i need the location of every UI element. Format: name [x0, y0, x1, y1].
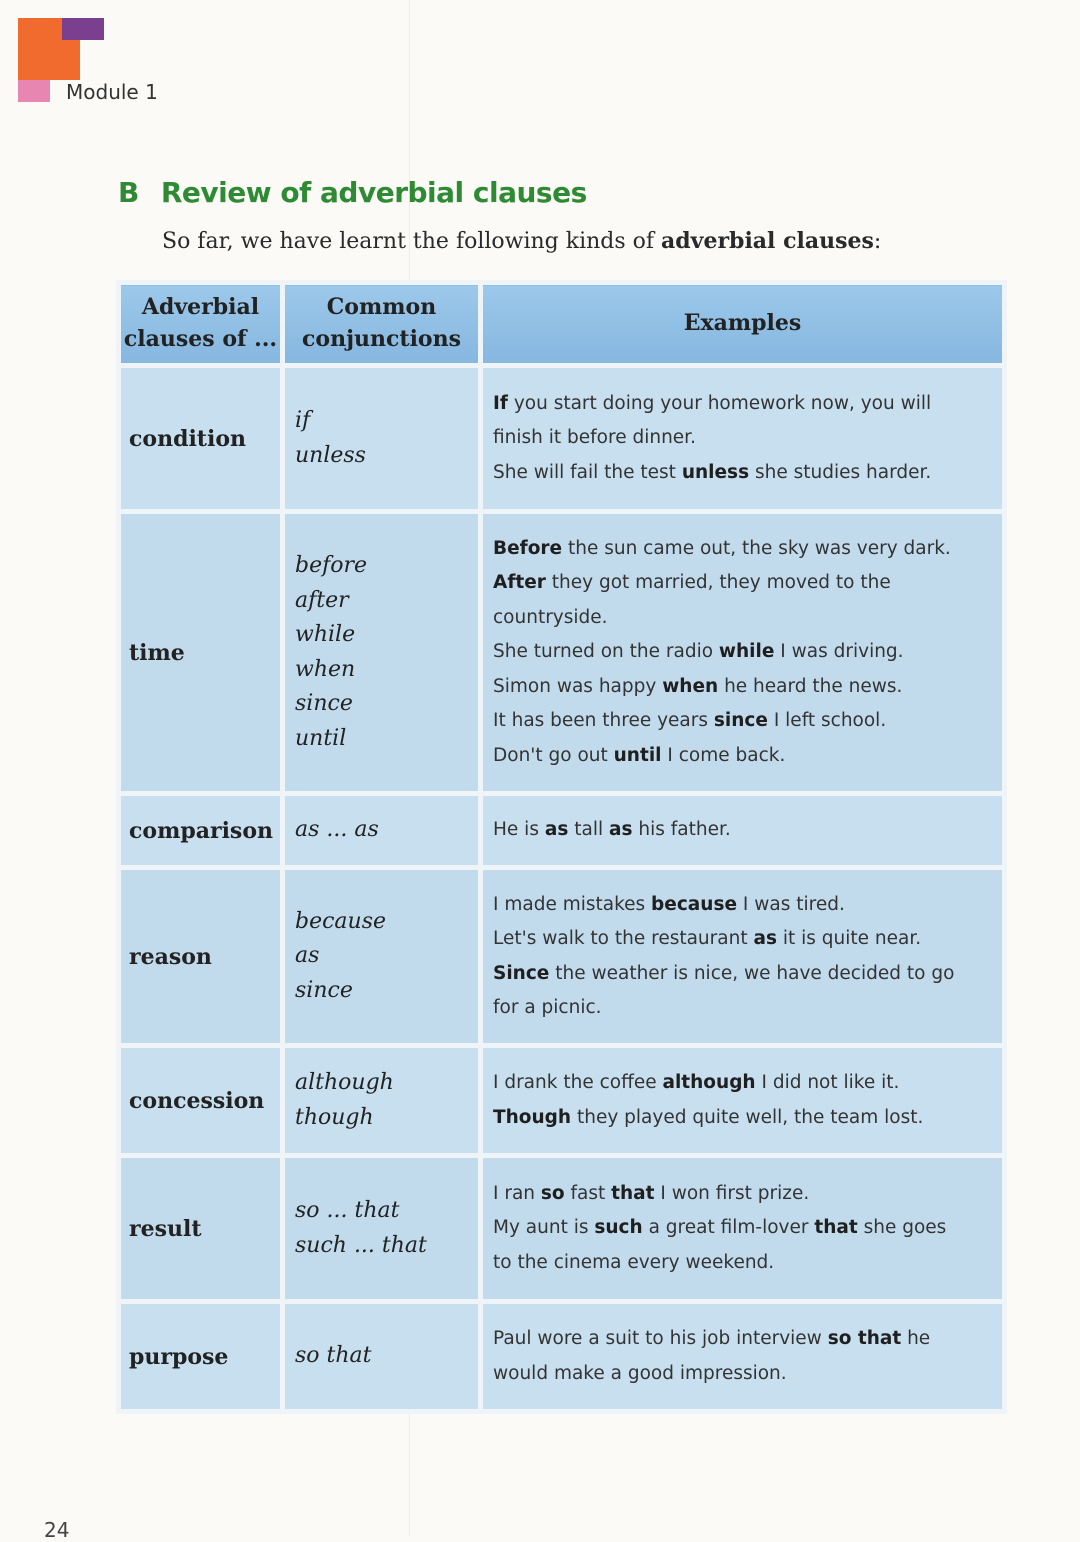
conjunction-highlight: such [594, 1217, 643, 1239]
page-number: 24 [44, 1518, 70, 1542]
table-body [119, 366, 1005, 1412]
example-line [493, 1177, 994, 1212]
table-row [119, 512, 1005, 794]
example-line [493, 532, 994, 567]
example-text: they got married, they moved to the [545, 572, 891, 594]
conjunction-highlight: since [713, 710, 768, 732]
conjunction-highlight: that [611, 1182, 655, 1204]
header-conjunctions-line2: conjunctions [302, 326, 461, 352]
example-text: I won first prize. [654, 1182, 810, 1204]
examples-cell [481, 868, 1005, 1046]
clause-type-cell: condition [119, 366, 283, 512]
conjunction-highlight: while [718, 641, 775, 663]
example-line [493, 922, 994, 957]
conjunction: so that [295, 1343, 372, 1369]
conjunctions-cell [283, 512, 481, 794]
conjunction: before [295, 553, 368, 578]
example-text: fast [564, 1182, 612, 1204]
adverbial-clauses-table [116, 280, 1007, 1414]
example-line [493, 888, 994, 923]
example-text: tall [568, 819, 609, 841]
conjunction: although [295, 1070, 394, 1095]
example-text: to the cinema every weekend. [493, 1251, 775, 1273]
conjunction: since [295, 691, 353, 716]
example-line [493, 670, 994, 705]
examples-cell [481, 1046, 1005, 1156]
table-header-row [119, 283, 1005, 366]
example-line [493, 991, 994, 1026]
example-text: the weather is nice, we have decided to go [549, 962, 955, 984]
example-line [493, 739, 994, 774]
section-letter: B [118, 176, 139, 209]
conjunction: so ... that [295, 1198, 400, 1223]
example-line [493, 957, 994, 992]
conjunction: when [295, 656, 356, 682]
example-line [493, 387, 994, 422]
module-label: Module 1 [66, 80, 158, 104]
example-line [493, 421, 994, 456]
conjunction-highlight: although [662, 1072, 756, 1093]
conjunction: until [295, 725, 347, 751]
conjunctions-cell [283, 794, 481, 868]
clause-type-cell: reason [119, 868, 283, 1046]
conjunction: after [295, 587, 349, 613]
conjunction: as ... as [295, 817, 379, 843]
conjunctions-cell [283, 1302, 481, 1412]
example-text: she studies harder. [749, 461, 932, 483]
example-text: I drank the coffee [493, 1072, 663, 1093]
example-text: countryside. [493, 606, 608, 628]
example-line [493, 813, 994, 848]
header-conjunctions [283, 283, 481, 366]
table-row [119, 1302, 1005, 1412]
example-text: would make a good impression. [493, 1362, 787, 1384]
conjunction-highlight: until [613, 744, 662, 766]
conjunction: while [295, 622, 356, 647]
intro-colon: : [873, 229, 882, 254]
conjunction-highlight: Before [493, 537, 563, 559]
example-text: finish it before dinner. [493, 427, 696, 449]
clause-type-cell: comparison [119, 794, 283, 868]
example-text: he heard the news. [718, 675, 903, 697]
example-text: I left school. [767, 710, 887, 732]
example-line [493, 601, 994, 636]
corner-pink-square [18, 80, 50, 102]
conjunction: since [295, 977, 353, 1003]
intro-bold-term: adverbial clauses [661, 228, 874, 254]
conjunctions-cell [283, 868, 481, 1046]
table-row [119, 1156, 1005, 1302]
conjunction: unless [295, 442, 366, 468]
intro-paragraph [162, 228, 881, 254]
conjunction-highlight: so that [827, 1328, 902, 1349]
conjunctions-cell [283, 366, 481, 512]
table-row [119, 794, 1005, 868]
example-text: She turned on the radio [493, 641, 719, 663]
conjunctions-cell [283, 1046, 481, 1156]
conjunction: as [295, 943, 320, 969]
example-text: I ran [493, 1182, 541, 1204]
example-line [493, 456, 994, 491]
example-line [493, 635, 994, 670]
conjunctions-cell [283, 1156, 481, 1302]
clause-type-cell: concession [119, 1046, 283, 1156]
example-text: his father. [632, 819, 731, 841]
example-text: you start doing your homework now, you will [507, 392, 932, 414]
example-text: She will fail the test [493, 461, 682, 483]
example-text: He is [493, 819, 545, 841]
example-line [493, 1101, 994, 1136]
conjunction: though [295, 1104, 374, 1130]
examples-cell [481, 1302, 1005, 1412]
header-examples: Examples [481, 283, 1005, 366]
example-text: I was tired. [737, 893, 845, 915]
example-line [493, 566, 994, 601]
example-text: he [901, 1328, 931, 1349]
conjunction-highlight: Since [493, 962, 550, 984]
table-row [119, 868, 1005, 1046]
conjunction: such ... that [295, 1232, 427, 1258]
example-text: It has been three years [493, 710, 714, 732]
clause-type-cell: result [119, 1156, 283, 1302]
conjunction: because [295, 908, 387, 934]
example-text: I made mistakes [493, 893, 652, 915]
example-line [493, 1211, 994, 1246]
example-text: Paul wore a suit to his job interview [493, 1328, 828, 1349]
section-title [118, 176, 587, 209]
conjunction-highlight: as [753, 928, 777, 949]
examples-cell [481, 512, 1005, 794]
clause-type-cell: purpose [119, 1302, 283, 1412]
conjunction-highlight: If [493, 392, 508, 414]
header-clause-type [119, 283, 283, 366]
example-text: I come back. [661, 744, 786, 766]
conjunction-highlight: because [651, 893, 738, 915]
header-clause-type-line1: Adverbial [141, 294, 260, 321]
examples-cell [481, 1156, 1005, 1302]
intro-text: So far, we have learnt the following kinds of [162, 229, 662, 254]
conjunction-highlight: that [814, 1217, 858, 1239]
example-text: she goes [857, 1217, 947, 1239]
corner-purple-square [62, 18, 104, 40]
clause-type-cell: time [119, 512, 283, 794]
example-line [493, 1066, 994, 1101]
examples-cell [481, 366, 1005, 512]
example-line [493, 1246, 994, 1281]
conjunction-highlight: unless [681, 461, 750, 483]
example-text: Let's walk to the restaurant [493, 928, 754, 949]
header-conjunctions-line1: Common [326, 294, 437, 321]
examples-cell [481, 794, 1005, 868]
table-row [119, 366, 1005, 512]
example-text: for a picnic. [493, 997, 602, 1018]
example-text: I was driving. [774, 641, 904, 663]
example-text: they played quite well, the team lost. [571, 1106, 924, 1128]
conjunction-highlight: as [608, 819, 633, 841]
conjunction-highlight: After [493, 572, 546, 594]
example-text: the sun came out, the sky was very dark. [562, 537, 951, 559]
conjunction-highlight: Though [493, 1106, 572, 1128]
example-text: Don't go out [493, 744, 614, 766]
header-clause-type-line2: clauses of ... [123, 326, 278, 352]
section-title-text: Review of adverbial clauses [160, 176, 587, 209]
example-line [493, 1322, 994, 1357]
conjunction-highlight: so [540, 1182, 565, 1204]
conjunction-highlight: as [544, 819, 569, 841]
example-text: it is quite near. [776, 928, 922, 949]
example-text: I did not like it. [755, 1072, 900, 1093]
example-text: My aunt is [493, 1217, 595, 1239]
example-text: a great film-lover [642, 1217, 815, 1239]
conjunction: if [295, 408, 311, 433]
example-text: Simon was happy [493, 675, 663, 697]
example-line [493, 704, 994, 739]
example-line [493, 1357, 994, 1392]
conjunction-highlight: when [662, 675, 719, 697]
table-row [119, 1046, 1005, 1156]
